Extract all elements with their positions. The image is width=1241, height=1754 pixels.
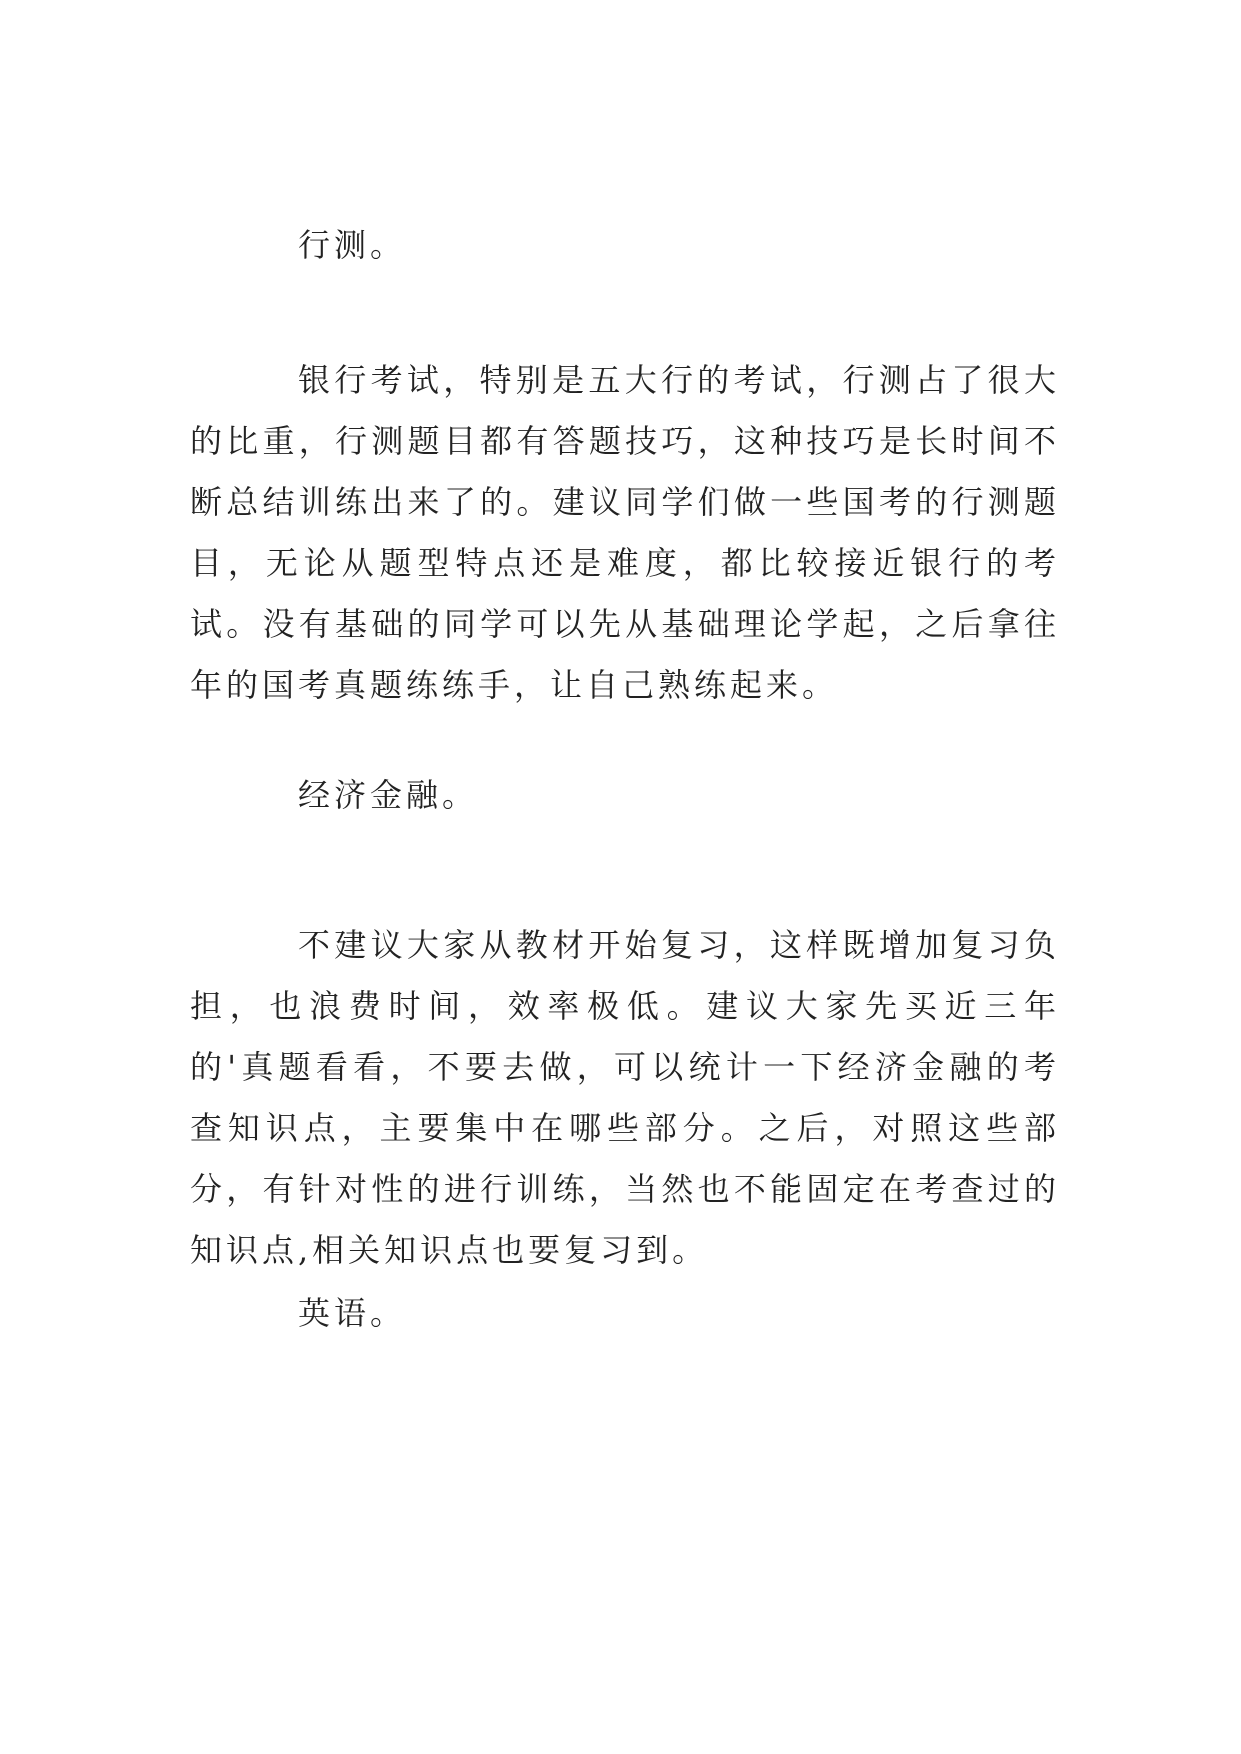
paragraph-text: 银行考试，特别是五大行的考试，行测占了很大的比重，行测题目都有答题技巧，这种技巧是长时间不断总结训练出来了的。建议同学们做一些国考的行测题目，无论从题型特点还是难度，都比较接近银行的考试。没有基础的同学可以先从基础理论学起，之后拿往年的国考真题练练手，让自己熟练起来。 [190, 361, 1060, 704]
section-heading-jingji-jinrong [190, 765, 1060, 826]
paragraph-text: 不建议大家从教材开始复习，这样既增加复习负担，也浪费时间，效率极低。建议大家先买近三年的'真题看看，不要去做，可以统计一下经济金融的考查知识点，主要集中在哪些部分。之后，对照这些部分，有针对性的进行训练，当然也不能固定在考查过的知识点,相关知识点也要复习到。 [190, 926, 1060, 1269]
section-heading-yingyu [190, 1283, 1060, 1344]
heading-text: 经济金融。 [298, 776, 479, 814]
heading-text: 英语。 [298, 1294, 407, 1332]
heading-text: 行测。 [298, 226, 407, 264]
section-paragraph-jingji-jinrong [190, 915, 1060, 1281]
section-heading-xingce [190, 215, 1060, 276]
section-paragraph-xingce [190, 350, 1060, 716]
